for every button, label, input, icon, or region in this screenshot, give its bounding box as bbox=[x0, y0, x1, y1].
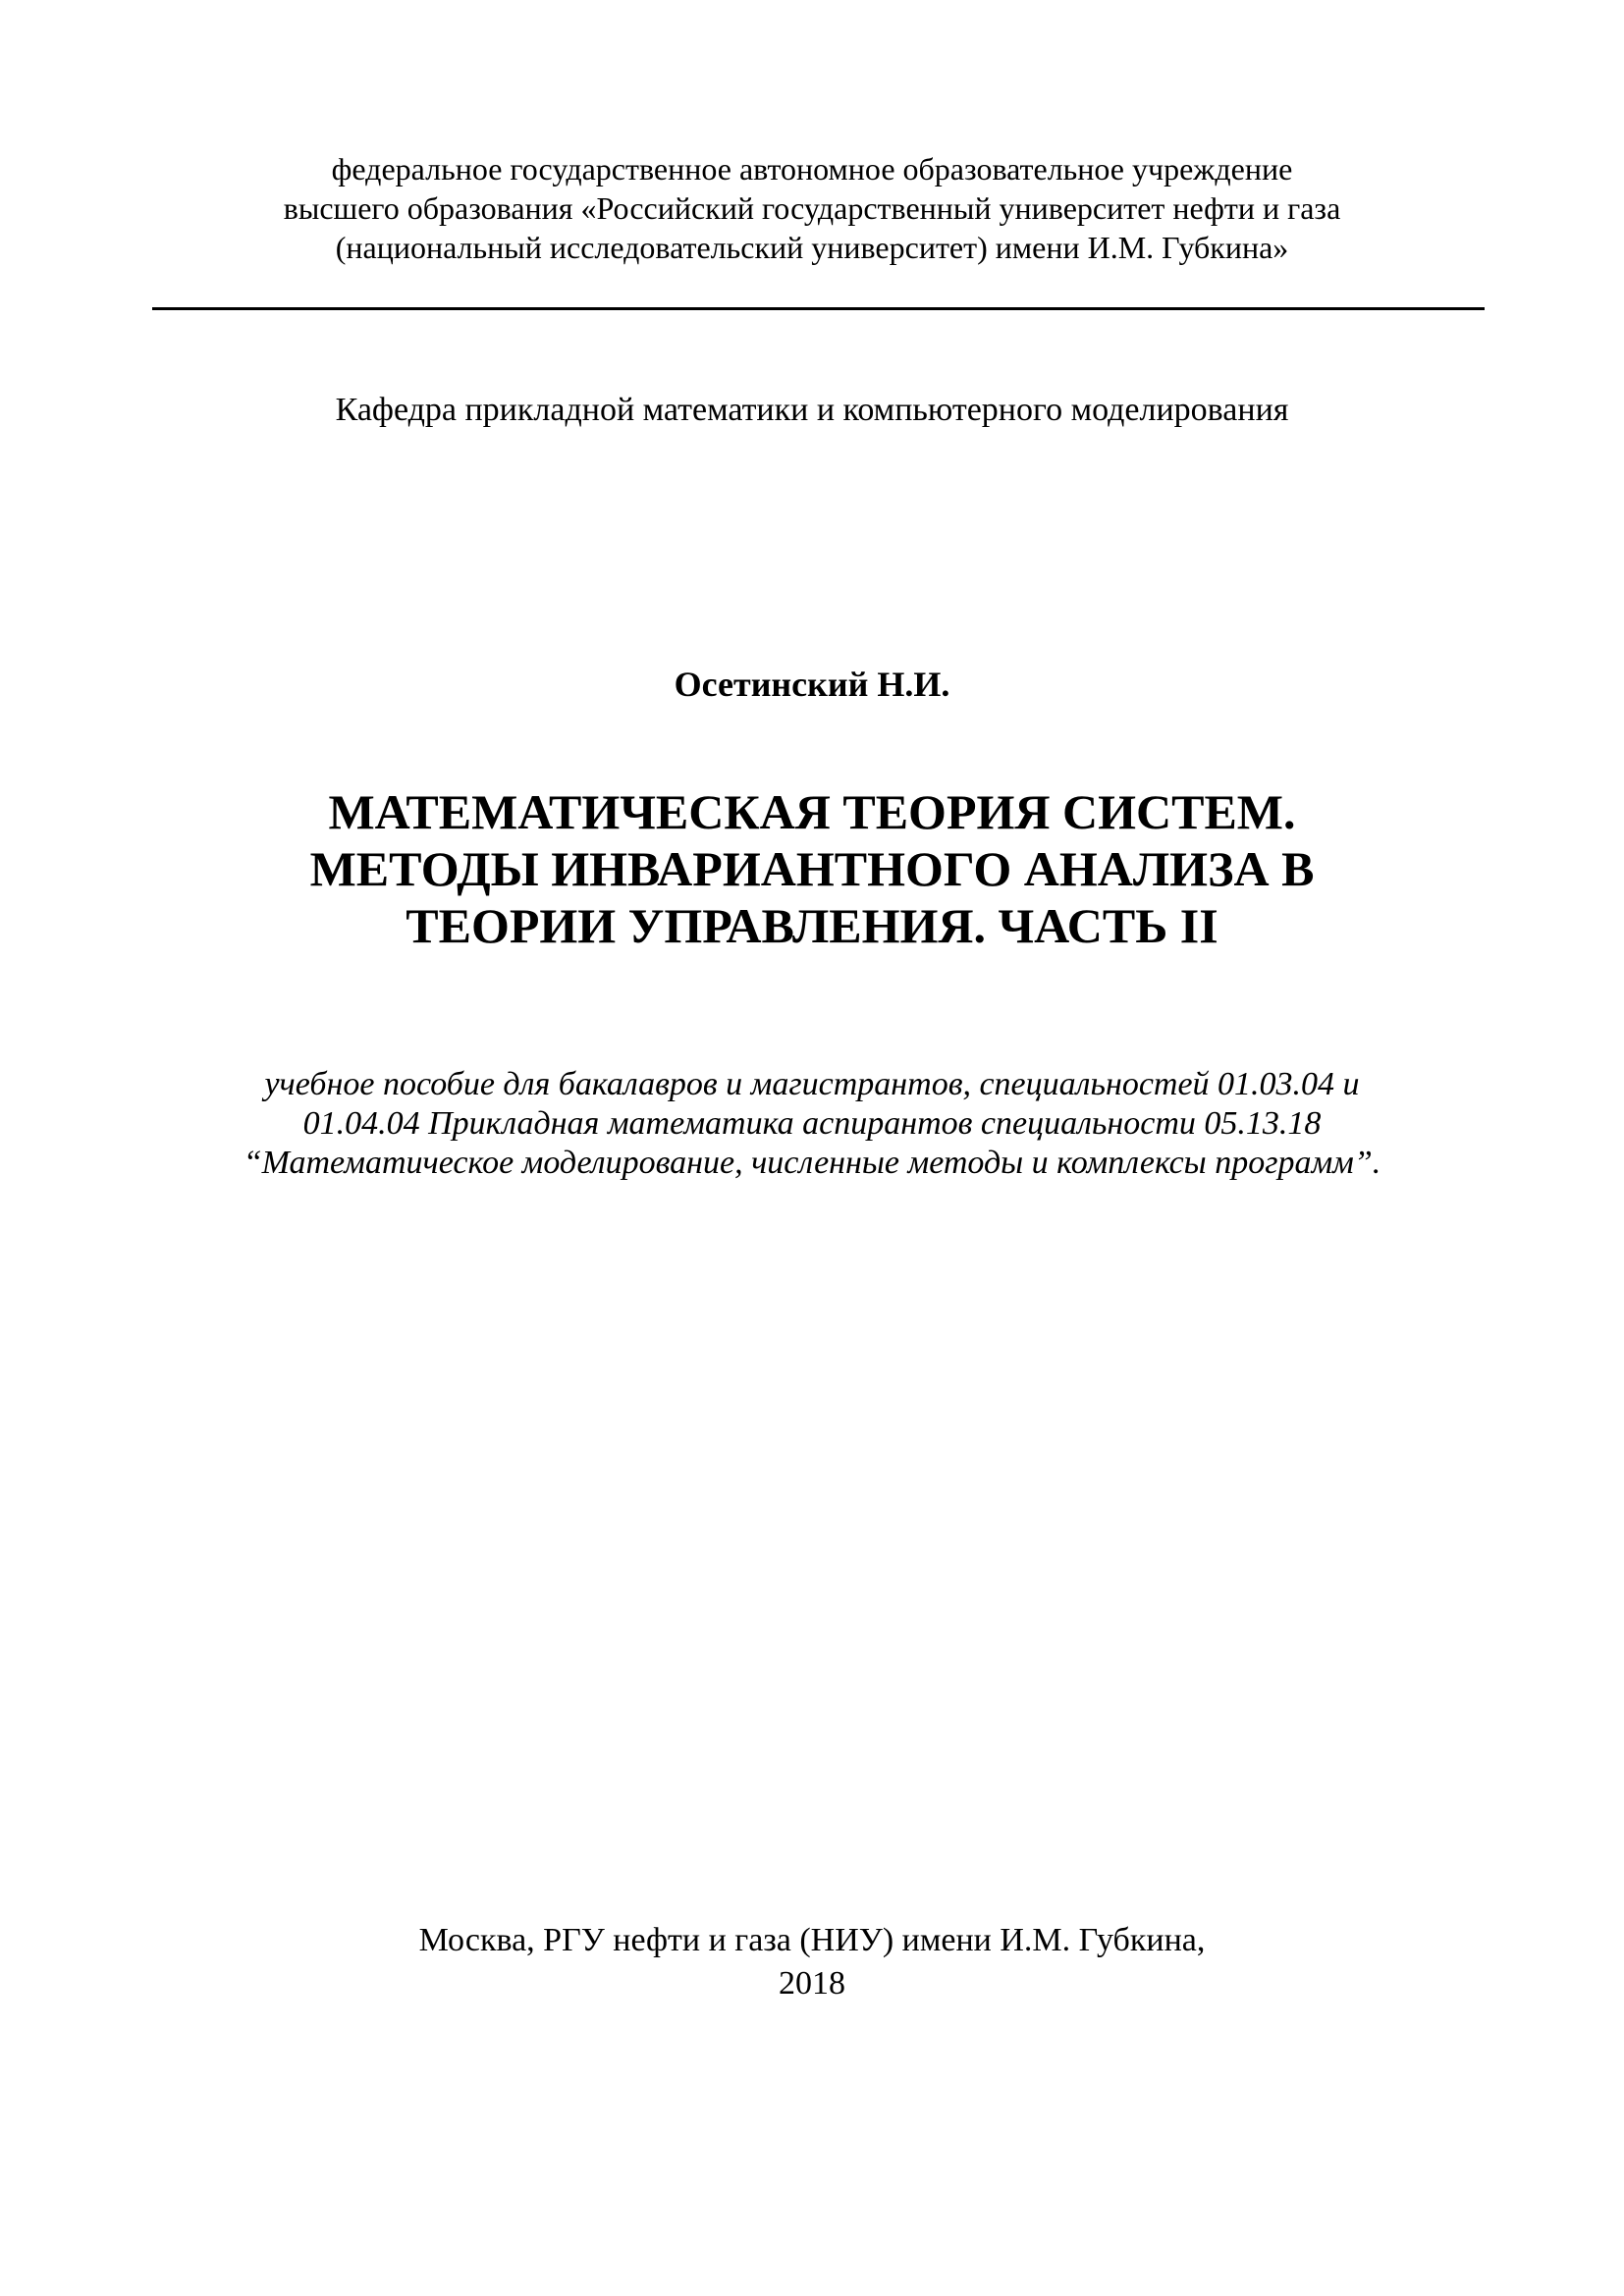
institution-line-2: высшего образования «Российский государственный университет нефти и газа bbox=[283, 190, 1341, 226]
title-line-2: МЕТОДЫ ИНВАРИАНТНОГО АНАЛИЗА В bbox=[309, 841, 1315, 896]
author-name: Осетинский Н.И. bbox=[674, 665, 950, 704]
title-line-3: ТЕОРИИ УПРАВЛЕНИЯ. ЧАСТЬ II bbox=[406, 898, 1218, 953]
department-name: Кафедра прикладной математики и компьютерного моделирования bbox=[335, 392, 1289, 428]
publication-imprint bbox=[0, 1919, 1624, 2005]
imprint-place-publisher: Москва, РГУ нефти и газа (НИУ) имени И.М. Губкина, bbox=[418, 1922, 1206, 1958]
subtitle-line-2: 01.04.04 Прикладная математика аспирантов специальности 05.13.18 bbox=[302, 1105, 1322, 1142]
subtitle-line-1: учебное пособие для бакалавров и магистрантов, специальностей 01.03.04 и bbox=[264, 1066, 1360, 1102]
title-line-1: МАТЕМАТИЧЕСКАЯ ТЕОРИЯ СИСТЕМ. bbox=[328, 784, 1296, 839]
header-divider bbox=[152, 307, 1485, 310]
institution-header bbox=[0, 149, 1624, 267]
book-title bbox=[0, 783, 1624, 954]
subtitle-line-3: “Математическое моделирование, численные методы и комплексы программ”. bbox=[243, 1145, 1381, 1181]
institution-line-3: (национальный исследовательский университет) имени И.М. Губкина» bbox=[335, 230, 1289, 265]
imprint-year: 2018 bbox=[779, 1965, 845, 2002]
institution-line-1: федеральное государственное автономное образовательное учреждение bbox=[331, 151, 1293, 187]
book-subtitle bbox=[0, 1065, 1624, 1183]
